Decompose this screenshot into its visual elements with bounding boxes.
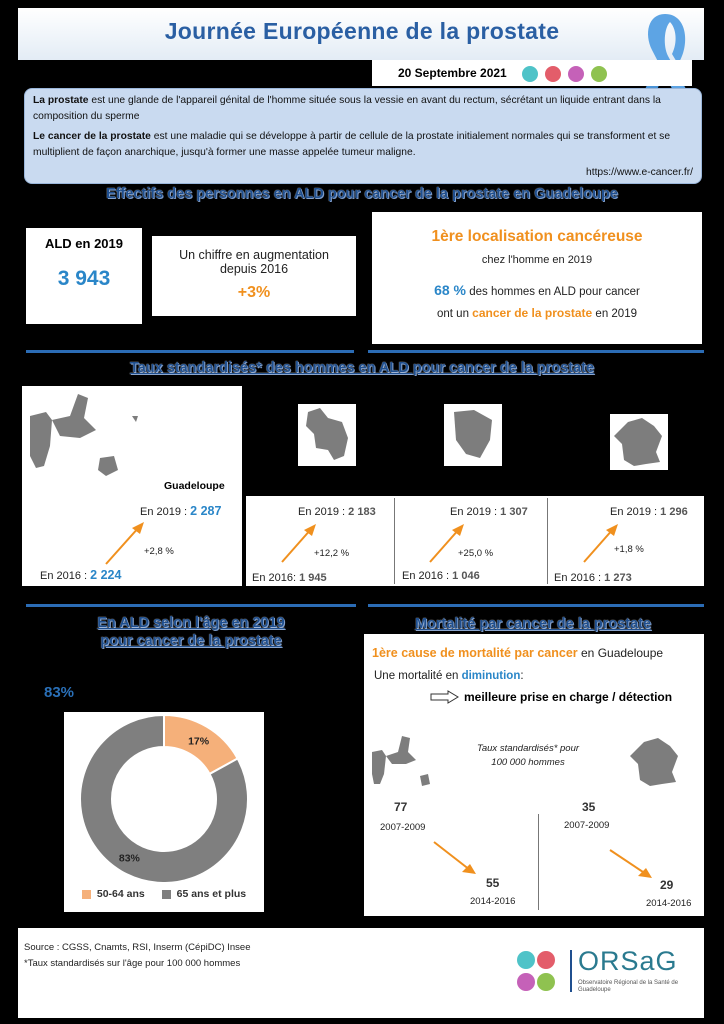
- legend-50-64: 50-64 ans: [82, 888, 145, 900]
- down-arrow-icon: [608, 846, 656, 882]
- logo-icons: [516, 950, 570, 994]
- guadeloupe-old-period: 2007-2009: [380, 822, 426, 833]
- martinique-2019: En 2019 : 2 183: [298, 506, 376, 518]
- section2-rule-left: [26, 350, 354, 353]
- france-map-icon: [626, 736, 686, 790]
- guadeloupe-2016: En 2016 : 2 224: [40, 568, 122, 582]
- section4-title: Mortalité par cancer de la prostate: [414, 616, 652, 632]
- france-map-icon: [610, 414, 668, 470]
- guyane-2019: En 2019 : 1 307: [450, 506, 528, 518]
- teal-dot: [522, 66, 538, 82]
- trend-value: +3%: [237, 284, 271, 301]
- footer-source: Source : CGSS, Cnamts, RSI, Inserm (CépiDC) Insee: [24, 942, 251, 953]
- donut-label-1: 83%: [118, 852, 140, 865]
- france-old-period: 2007-2009: [564, 820, 610, 831]
- decline-line: Une mortalité en diminution:: [374, 670, 524, 682]
- trend-line2: depuis 2016: [219, 262, 289, 276]
- section3-rule: [26, 604, 356, 607]
- france-new-value: 29: [660, 878, 674, 892]
- intro-box: [24, 88, 702, 184]
- guadeloupe-map-icon: [368, 730, 458, 790]
- cause-line: 1ère cause de mortalité par cancer en Guadeloupe: [372, 646, 664, 660]
- section2-title: Taux standardisés* des hommes en ALD pour cancer de la prostate: [129, 360, 595, 376]
- guadeloupe-2019: En 2019 : 2 287: [140, 504, 222, 518]
- section1-title: Effectifs des personnes en ALD pour cancer de la prostate en Guadeloupe: [106, 186, 618, 202]
- martinique-2016: En 2016: 1 945: [252, 572, 327, 584]
- trend-card: [152, 236, 356, 316]
- guadeloupe-panel: [22, 386, 242, 586]
- trend-line1: Un chiffre en augmentation: [179, 248, 329, 262]
- section3-title: En ALD selon l'âge en 2019 pour cancer de la prostate: [97, 615, 285, 649]
- france-old-value: 35: [582, 800, 596, 814]
- divider: [538, 814, 539, 910]
- france-map-card: [610, 414, 668, 470]
- source-link[interactable]: https://www.e-cancer.fr/: [585, 167, 693, 178]
- up-arrow-icon: [426, 522, 466, 566]
- ald-card: [26, 228, 142, 324]
- guyane-map-icon: [444, 404, 502, 466]
- rates-caption: Taux standardisés* pour 100 000 hommes: [476, 743, 580, 768]
- mortality-card: [364, 634, 704, 916]
- guadeloupe-old-value: 77: [394, 800, 408, 814]
- pct-line: 68 % des hommes en ALD pour cancer: [434, 282, 640, 298]
- france-new-period: 2014-2016: [646, 898, 692, 909]
- date-label: 20 Septembre 2021: [398, 66, 507, 80]
- logo-bar: [570, 950, 572, 992]
- guyane-map-card: [444, 404, 502, 466]
- localisation-title: 1ère localisation cancéreuse: [431, 228, 643, 245]
- martinique-change: +12,2 %: [314, 548, 350, 559]
- france-2019: En 2019 : 1 296: [610, 506, 688, 518]
- age-donut-chart: [64, 712, 264, 882]
- section4-rule: [368, 604, 704, 607]
- up-arrow-icon: [278, 522, 318, 566]
- localisation-card: [372, 212, 702, 344]
- better-care-line: meilleure prise en charge / détection: [464, 690, 673, 704]
- page-title: Journée Européenne de la prostate: [164, 18, 560, 44]
- intro-paragraph-2: Le cancer de la prostate est une maladie qui se développe à partir de cellule de la prostate initialement normales qui se transforment et se multiplient de façon anarchique, jusqu'à former une masse appelée tumeur maligne.: [33, 131, 671, 158]
- footer: [18, 928, 704, 1018]
- guadeloupe-new-value: 55: [486, 876, 500, 890]
- legend-65-plus: 65 ans et plus: [162, 888, 246, 900]
- region-name-guadeloupe: Guadeloupe: [164, 480, 225, 492]
- france-2016: En 2016 : 1 273: [554, 572, 632, 584]
- orsag-subtitle: Observatoire Régional de la Santé de Guadeloupe: [578, 980, 679, 993]
- regions-data-card: [246, 496, 704, 586]
- right-arrow-icon: [430, 690, 460, 704]
- localisation-sub: chez l'homme en 2019: [481, 254, 593, 266]
- down-arrow-icon: [432, 838, 480, 878]
- martinique-map-icon: [298, 404, 356, 466]
- intro-paragraph-1: La prostate est une glande de l'appareil génital de l'homme située sous la vessie en avant du rectum, sécrétant un liquide entrant dans la composition du sperme: [33, 95, 661, 122]
- guyane-change: +25,0 %: [458, 548, 494, 559]
- guadeloupe-change: +2,8 %: [144, 546, 174, 557]
- green-dot: [591, 66, 607, 82]
- divider: [394, 498, 395, 584]
- age-chart-card: [64, 712, 264, 912]
- purple-dot: [568, 66, 584, 82]
- guadeloupe-new-period: 2014-2016: [470, 896, 516, 907]
- divider: [547, 498, 548, 584]
- guyane-2016: En 2016 : 1 046: [402, 570, 480, 582]
- big-percent: 83%: [44, 684, 75, 701]
- france-change: +1,8 %: [614, 544, 644, 555]
- red-dot: [545, 66, 561, 82]
- donut-label-0: 17%: [188, 735, 210, 748]
- orsag-logo: ORSaG: [578, 946, 678, 976]
- footer-note: *Taux standardisés sur l'âge pour 100 000 hommes: [24, 958, 241, 969]
- martinique-map-card: [298, 404, 356, 466]
- pct-line2: ont un cancer de la prostate en 2019: [437, 306, 637, 320]
- section2-rule-right: [368, 350, 704, 353]
- ald-label: ALD en 2019: [44, 236, 124, 251]
- chart-legend: [64, 888, 264, 900]
- ald-value: 3 943: [57, 267, 111, 290]
- up-arrow-icon: [102, 520, 146, 568]
